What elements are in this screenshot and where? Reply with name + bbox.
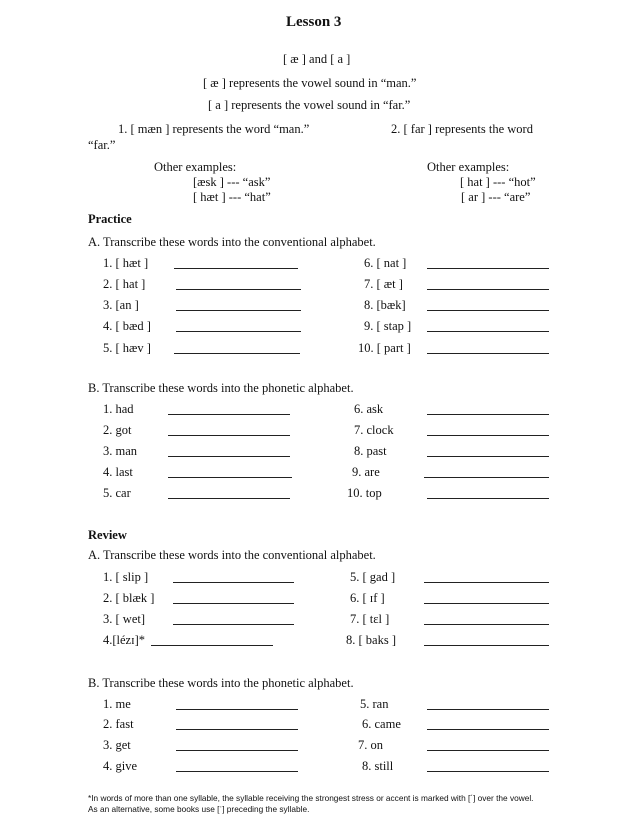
practice-b-item-4: 4. last bbox=[103, 465, 133, 479]
answer-blank[interactable] bbox=[427, 750, 549, 751]
review-a-item-8: 8. [ baks ] bbox=[346, 633, 396, 647]
answer-blank[interactable] bbox=[427, 310, 549, 311]
practice-b-instruction: B. Transcribe these words into the phonetic alphabet. bbox=[88, 381, 354, 395]
review-b-item-3: 3. get bbox=[103, 738, 131, 752]
other-example-left-1: [æsk ] --- “ask” bbox=[193, 175, 271, 189]
answer-blank[interactable] bbox=[427, 456, 549, 457]
answer-blank[interactable] bbox=[427, 414, 549, 415]
practice-b-item-8: 8. past bbox=[354, 444, 387, 458]
answer-blank[interactable] bbox=[176, 750, 298, 751]
other-examples-right-heading: Other examples: bbox=[427, 160, 510, 174]
practice-a-item-7: 7. [ æt ] bbox=[364, 277, 403, 291]
answer-blank[interactable] bbox=[168, 498, 290, 499]
other-example-right-1: [ hat ] --- “hot” bbox=[460, 175, 536, 189]
sound-pair: [ æ ] and [ a ] bbox=[283, 52, 351, 66]
answer-blank[interactable] bbox=[168, 414, 290, 415]
answer-blank[interactable] bbox=[424, 477, 549, 478]
answer-blank[interactable] bbox=[427, 498, 549, 499]
practice-b-item-2: 2. got bbox=[103, 423, 132, 437]
page-title: Lesson 3 bbox=[286, 14, 342, 30]
review-b-item-4: 4. give bbox=[103, 759, 138, 773]
example-1: 1. [ mæn ] represents the word “man.” bbox=[118, 122, 310, 136]
example-2: 2. [ far ] represents the word bbox=[391, 122, 533, 136]
review-a-item-5: 5. [ gad ] bbox=[350, 570, 396, 584]
other-example-left-2: [ hæt ] --- “hat” bbox=[193, 190, 271, 204]
footnote-line-1: *In words of more than one syllable, the syllable receiving the strongest stress or accent is marked with [´] over the vowel. bbox=[88, 793, 534, 803]
answer-blank[interactable] bbox=[427, 435, 549, 436]
review-b-item-7: 7. on bbox=[358, 738, 383, 752]
answer-blank[interactable] bbox=[173, 624, 294, 625]
a-description: [ a ] represents the vowel sound in “far.” bbox=[208, 98, 411, 112]
answer-blank[interactable] bbox=[168, 435, 290, 436]
answer-blank[interactable] bbox=[176, 709, 298, 710]
answer-blank[interactable] bbox=[427, 331, 549, 332]
practice-a-instruction: A. Transcribe these words into the conventional alphabet. bbox=[88, 235, 376, 249]
practice-heading: Practice bbox=[88, 212, 132, 226]
review-a-item-6: 6. [ ɪf ] bbox=[350, 591, 385, 605]
practice-b-item-7: 7. clock bbox=[354, 423, 394, 437]
answer-blank[interactable] bbox=[176, 771, 298, 772]
answer-blank[interactable] bbox=[168, 456, 290, 457]
answer-blank[interactable] bbox=[174, 353, 300, 354]
answer-blank[interactable] bbox=[427, 771, 549, 772]
practice-a-item-1: 1. [ hæt ] bbox=[103, 256, 149, 270]
practice-a-item-6: 6. [ nat ] bbox=[364, 256, 407, 270]
answer-blank[interactable] bbox=[151, 645, 273, 646]
review-b-item-6: 6. came bbox=[362, 717, 401, 731]
practice-a-item-8: 8. [bæk] bbox=[364, 298, 406, 312]
practice-a-item-9: 9. [ stap ] bbox=[364, 319, 412, 333]
practice-a-item-2: 2. [ hat ] bbox=[103, 277, 146, 291]
answer-blank[interactable] bbox=[176, 310, 301, 311]
practice-a-item-3: 3. [an ] bbox=[103, 298, 139, 312]
review-heading: Review bbox=[88, 528, 127, 542]
review-b-item-8: 8. still bbox=[362, 759, 394, 773]
review-a-instruction: A. Transcribe these words into the conventional alphabet. bbox=[88, 548, 376, 562]
review-a-item-4: 4.[lézɪ]* bbox=[103, 633, 145, 647]
answer-blank[interactable] bbox=[424, 645, 549, 646]
answer-blank[interactable] bbox=[173, 603, 294, 604]
answer-blank[interactable] bbox=[424, 582, 549, 583]
answer-blank[interactable] bbox=[176, 289, 301, 290]
answer-blank[interactable] bbox=[176, 729, 298, 730]
answer-blank[interactable] bbox=[424, 624, 549, 625]
review-b-item-2: 2. fast bbox=[103, 717, 134, 731]
practice-b-item-5: 5. car bbox=[103, 486, 131, 500]
review-a-item-3: 3. [ wet] bbox=[103, 612, 145, 626]
other-example-right-2: [ ar ] --- “are” bbox=[461, 190, 531, 204]
answer-blank[interactable] bbox=[427, 729, 549, 730]
review-a-item-7: 7. [ tɛl ] bbox=[350, 612, 390, 626]
answer-blank[interactable] bbox=[176, 331, 301, 332]
example-2-continued: “far.” bbox=[88, 138, 116, 152]
practice-a-item-10: 10. [ part ] bbox=[358, 341, 411, 355]
practice-b-item-10: 10. top bbox=[347, 486, 382, 500]
answer-blank[interactable] bbox=[427, 353, 549, 354]
practice-b-item-6: 6. ask bbox=[354, 402, 384, 416]
answer-blank[interactable] bbox=[427, 709, 549, 710]
answer-blank[interactable] bbox=[424, 603, 549, 604]
review-b-instruction: B. Transcribe these words into the phonetic alphabet. bbox=[88, 676, 354, 690]
practice-b-item-3: 3. man bbox=[103, 444, 138, 458]
review-b-item-5: 5. ran bbox=[360, 697, 389, 711]
review-a-item-1: 1. [ slip ] bbox=[103, 570, 149, 584]
practice-b-item-9: 9. are bbox=[352, 465, 380, 479]
review-a-item-2: 2. [ blæk ] bbox=[103, 591, 155, 605]
answer-blank[interactable] bbox=[174, 268, 298, 269]
practice-a-item-5: 5. [ hæv ] bbox=[103, 341, 151, 355]
review-b-item-1: 1. me bbox=[103, 697, 131, 711]
answer-blank[interactable] bbox=[168, 477, 292, 478]
footnote-line-2: As an alternative, some books use [ˈ] preceding the syllable. bbox=[88, 804, 310, 814]
answer-blank[interactable] bbox=[173, 582, 294, 583]
practice-a-item-4: 4. [ bæd ] bbox=[103, 319, 151, 333]
answer-blank[interactable] bbox=[427, 289, 549, 290]
practice-b-item-1: 1. had bbox=[103, 402, 134, 416]
other-examples-left-heading: Other examples: bbox=[154, 160, 237, 174]
answer-blank[interactable] bbox=[427, 268, 549, 269]
ae-description: [ æ ] represents the vowel sound in “man.” bbox=[203, 76, 417, 90]
